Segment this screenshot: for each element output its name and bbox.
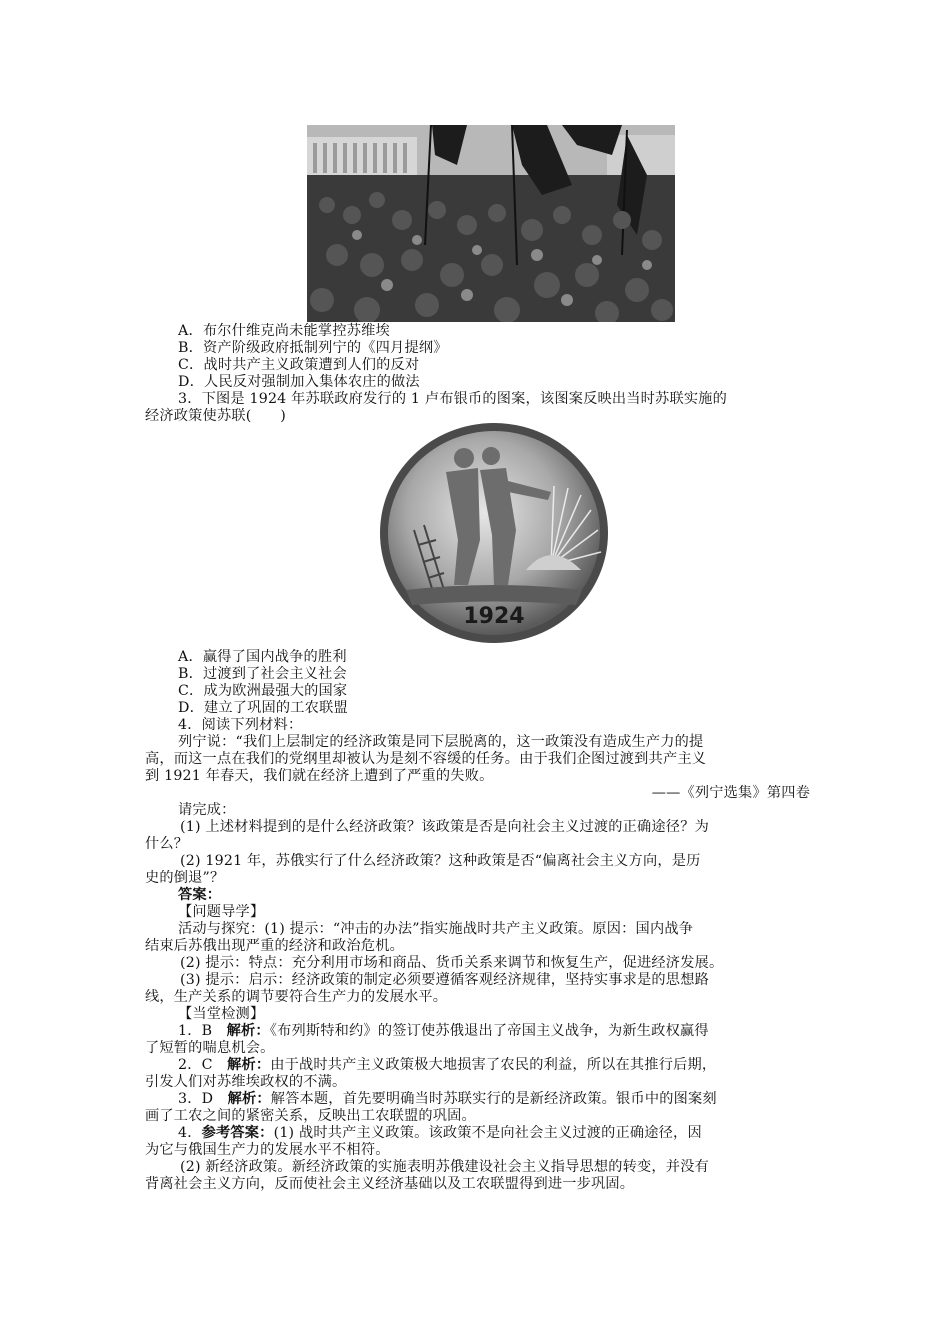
q2-option-b: B．资产阶级政府抵制列宁的《四月提纲》 [178, 340, 448, 356]
check-3-text: 解答本题，首先要明确当时苏联实行的是新经济政策。银币中的图案刻 [270, 1091, 717, 1107]
guide-answer-line4: (3) 提示：启示：经济政策的制定必须要遵循客观经济规律，坚持实事求是的思想路 [180, 972, 709, 988]
silver-ruble-coin-image [376, 420, 612, 646]
q4-instruction: 请完成： [178, 802, 236, 818]
answers-section-guide: 【问题导学】 [178, 904, 265, 920]
check-answer-2-cont: 引发人们对苏维埃政权的不满。 [145, 1074, 347, 1090]
reference-answer-label: 参考答案： [201, 1125, 274, 1141]
guide-answer-line2: 结束后苏俄出现严重的经济和政治危机。 [145, 938, 404, 954]
check-answer-3 [178, 1091, 843, 1108]
guide-answer-line3: (2) 提示：特点：充分利用市场和商品、货币关系来调节和恢复生产，促进经济发展。 [180, 955, 724, 971]
check-answer-4 [178, 1125, 843, 1142]
check-answer-2 [178, 1057, 843, 1074]
check-answer-3-cont: 画了工农之间的紧密关系，反映出工农联盟的巩固。 [145, 1108, 476, 1124]
q4-sub2-line1: (2) 1921 年，苏俄实行了什么经济政策？这种政策是否“偏离社会主义方向，是历 [180, 853, 701, 869]
q4-quote-line3: 到 1921 年春天，我们就在经济上遭到了严重的失败。 [145, 768, 494, 784]
q4-quote-line2: 高，而这一点在我们的党纲里却被认为是刻不容缓的任务。由于我们企图过渡到共产主义 [145, 751, 707, 767]
check-1-text: 《布列斯特和约》的签订使苏俄退出了帝国主义战争，为新生政权赢得 [269, 1023, 709, 1039]
check-answer-1-cont: 了短暂的喘息机会。 [145, 1040, 275, 1056]
q3-option-a: A．赢得了国内战争的胜利 [178, 649, 347, 665]
guide-answer-line1: 活动与探究：(1) 提示：“冲击的办法”指实施战时共产主义政策。原因：国内战争 [178, 921, 694, 937]
q4-sub1-line2: 什么？ [145, 836, 189, 852]
check-answer-1 [178, 1023, 843, 1040]
q3-option-d: D．建立了巩固的工农联盟 [178, 700, 348, 716]
check-1-choice: 1．B [178, 1023, 227, 1039]
check-3-choice: 3．D [178, 1091, 228, 1107]
q2-option-c: C．战时共产主义政策遭到人们的反对 [178, 357, 420, 373]
analysis-label: 解析： [227, 1091, 271, 1107]
q2-option-a: A．布尔什维克尚未能掌控苏维埃 [178, 323, 390, 339]
q3-stem-cont: 经济政策使苏联( ) [145, 408, 286, 424]
check-2-choice: 2．C [178, 1057, 228, 1073]
check-answer-4-part2: (2) 新经济政策。新经济政策的实施表明苏俄建设社会主义指导思想的转变，并没有 [180, 1159, 709, 1175]
q4-stem: 4．阅读下列材料： [178, 717, 303, 733]
check-2-text: 由于战时共产主义政策极大地损害了农民的利益，所以在其推行后期， [270, 1057, 717, 1073]
check-answer-4-cont: 为它与俄国生产力的发展水平不相符。 [145, 1142, 390, 1158]
q4-source: ——《列宁选集》第四卷 [651, 785, 810, 801]
q2-option-d: D．人民反对强制加入集体农庄的做法 [178, 374, 420, 390]
q4-sub1-line1: (1) 上述材料提到的是什么经济政策？该政策是否是向社会主义过渡的正确途径？为 [180, 819, 709, 835]
answers-heading: 答案： [178, 887, 222, 903]
q4-quote-line1: 列宁说：“我们上层制定的经济政策是同下层脱离的，这一政策没有造成生产力的提 [178, 734, 704, 750]
q3-option-b: B．过渡到了社会主义社会 [178, 666, 347, 682]
q3-stem: 3．下图是 1924 年苏联政府发行的 1 卢布银币的图案，该图案反映出当时苏联实施的 [178, 391, 727, 407]
analysis-label: 解析： [227, 1057, 271, 1073]
coin-year-text: 1924 [463, 604, 525, 629]
crowd-protest-photo [307, 125, 675, 322]
analysis-label: 解析： [226, 1023, 270, 1039]
check-4-text: (1) 战时共产主义政策。该政策不是向社会主义过渡的正确途径，因 [273, 1125, 702, 1141]
q3-option-c: C．成为欧洲最强大的国家 [178, 683, 348, 699]
guide-answer-line5: 线，生产关系的调节要符合生产力的发展水平。 [145, 989, 448, 1005]
answers-section-check: 【当堂检测】 [178, 1006, 265, 1022]
check-4-number: 4． [178, 1125, 202, 1141]
check-answer-4-part2-cont: 背离社会主义方向，反而使社会主义经济基础以及工农联盟得到进一步巩固。 [145, 1176, 635, 1192]
q4-sub2-line2: 史的倒退”？ [145, 870, 225, 886]
